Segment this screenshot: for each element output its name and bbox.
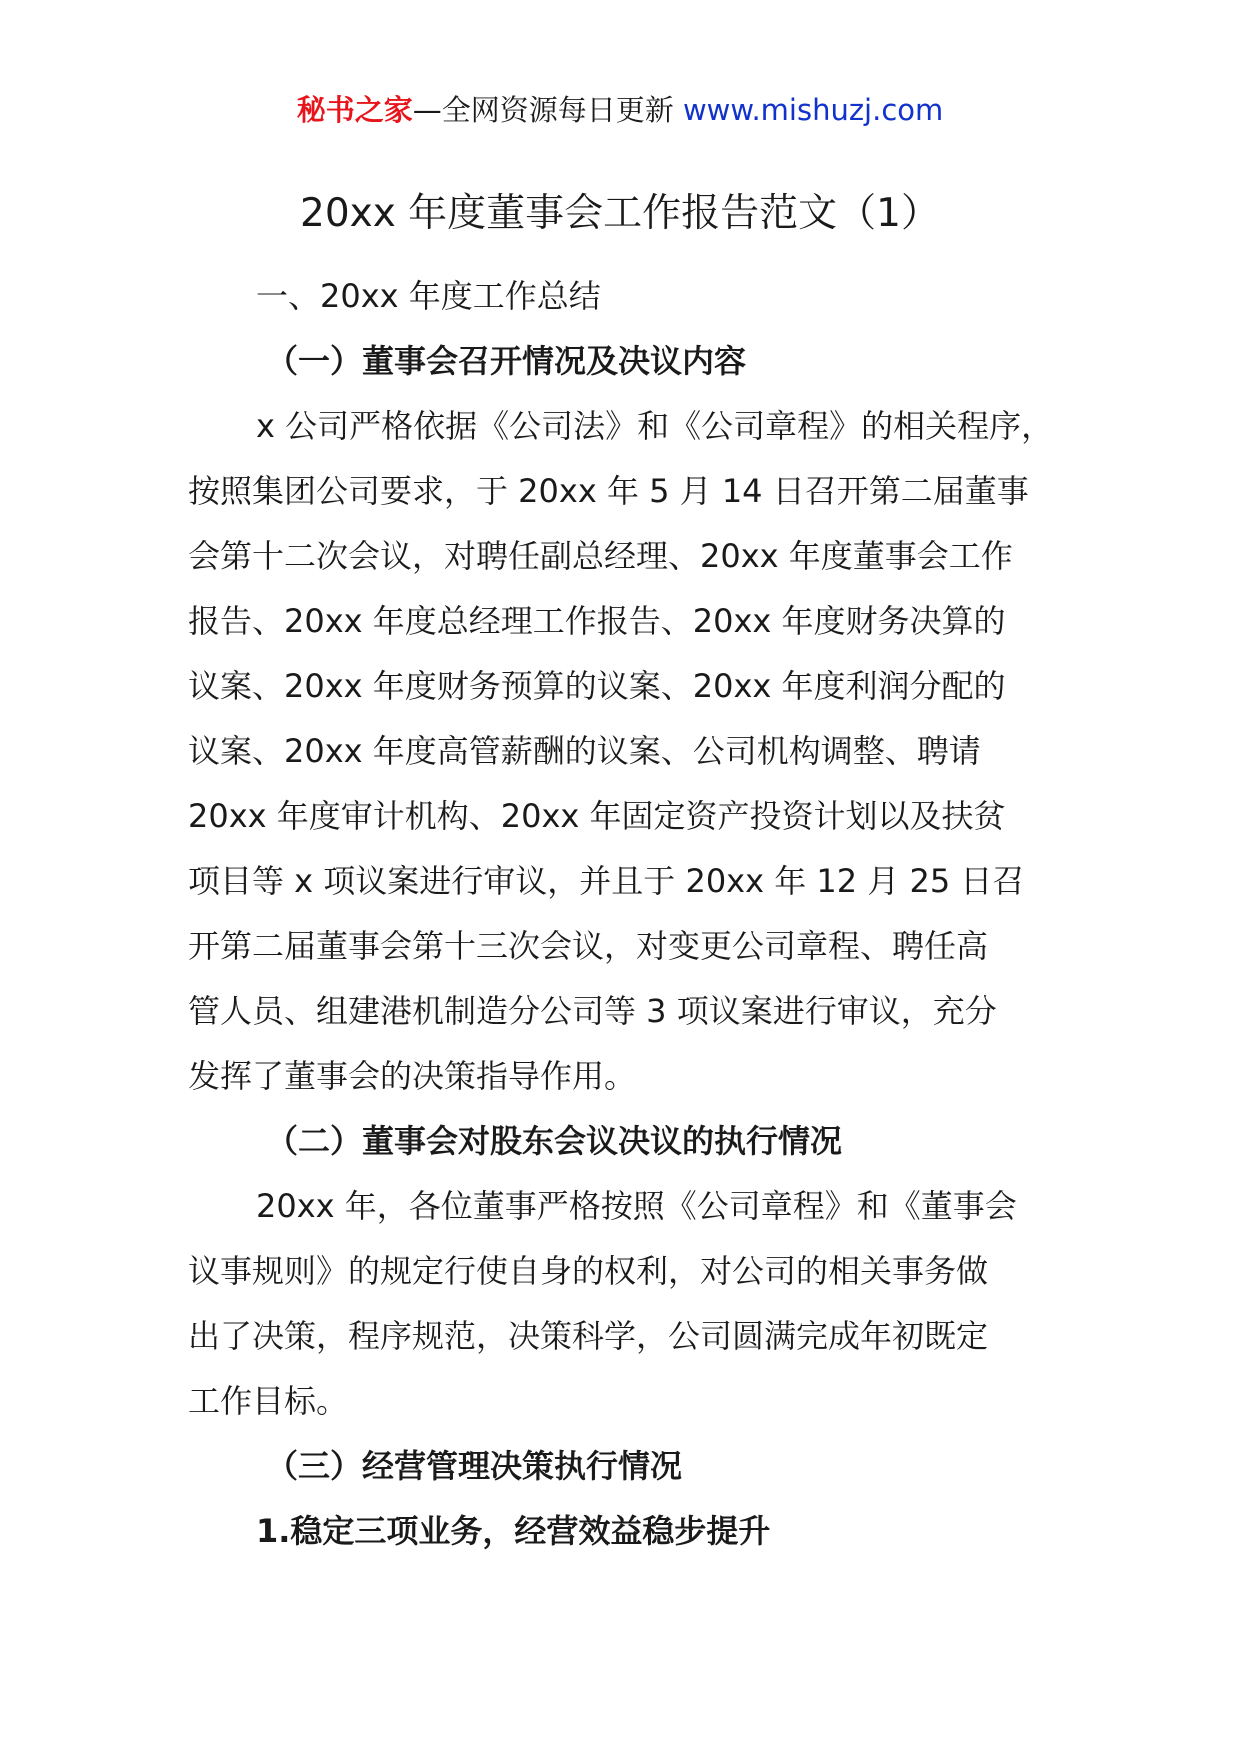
subsection-heading-1: （一）董事会召开情况及决议内容 (266, 342, 747, 380)
subsection-heading-3: （三）经营管理决策执行情况 (266, 1447, 683, 1485)
paragraph-line: 管人员、组建港机制造分公司等 3 项议案进行审议，充分 (188, 992, 997, 1030)
website-url: www.mishuzj.com (682, 93, 944, 127)
paragraph-line: 工作目标。 (188, 1382, 349, 1420)
watermark-header (0, 88, 1240, 132)
paragraph-line: x 公司严格依据《公司法》和《公司章程》的相关程序， (256, 407, 1054, 445)
paragraph-line: 议事规则》的规定行使自身的权利，对公司的相关事务做 (188, 1252, 989, 1290)
section-heading: 一、20xx 年度工作总结 (256, 277, 601, 315)
paragraph-line: 出了决策，程序规范，决策科学，公司圆满完成年初既定 (188, 1317, 989, 1355)
paragraph-line: 20xx 年度审计机构、20xx 年固定资产投资计划以及扶贫 (188, 797, 1006, 835)
subsection-heading-2: （二）董事会对股东会议决议的执行情况 (266, 1122, 843, 1160)
brand-slogan: —全网资源每日更新 (412, 93, 674, 127)
numbered-item-heading: 1.稳定三项业务，经营效益稳步提升 (256, 1512, 771, 1550)
paragraph-line: 项目等 x 项议案进行审议，并且于 20xx 年 12 月 25 日召 (188, 862, 1025, 900)
paragraph-line: 20xx 年，各位董事严格按照《公司章程》和《董事会 (256, 1187, 1017, 1225)
document-body (188, 264, 1088, 1564)
paragraph-line: 议案、20xx 年度高管薪酬的议案、公司机构调整、聘请 (188, 732, 981, 770)
paragraph-line: 会第十二次会议，对聘任副总经理、20xx 年度董事会工作 (188, 537, 1013, 575)
paragraph-line: 议案、20xx 年度财务预算的议案、20xx 年度利润分配的 (188, 667, 1006, 705)
paragraph-line: 按照集团公司要求，于 20xx 年 5 月 14 日召开第二届董事 (188, 472, 1029, 510)
document-title: 20xx 年度董事会工作报告范文（1） (300, 191, 940, 236)
brand-name: 秘书之家 (296, 93, 413, 127)
paragraph-line: 报告、20xx 年度总经理工作报告、20xx 年度财务决算的 (188, 602, 1006, 640)
paragraph-line: 发挥了董事会的决策指导作用。 (188, 1057, 637, 1095)
paragraph-line: 开第二届董事会第十三次会议，对变更公司章程、聘任高 (188, 927, 989, 965)
